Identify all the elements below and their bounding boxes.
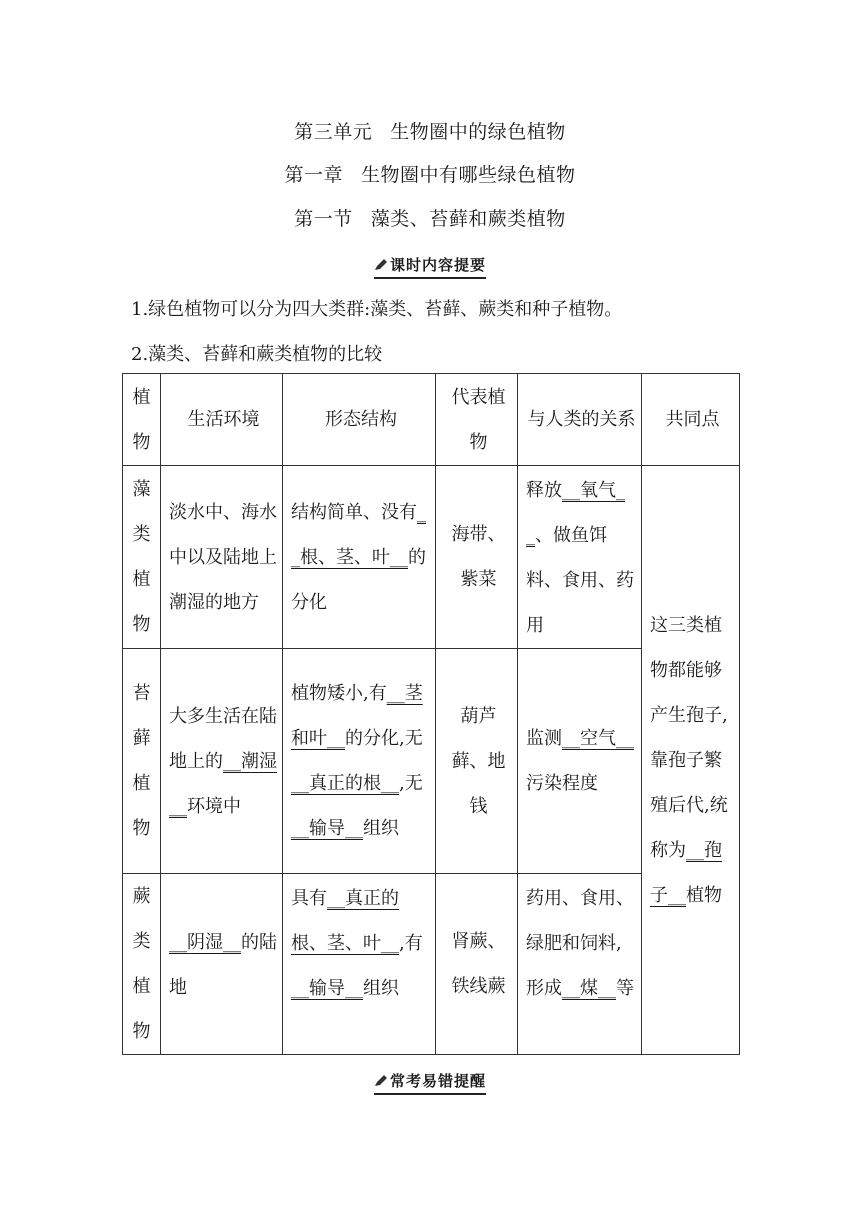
answer-blank: __空气__: [562, 728, 634, 749]
section-title: 藻类、苔藓和蕨类植物: [370, 208, 566, 230]
unit-number: 第三单元: [294, 121, 373, 143]
answer-blank: __输导__: [291, 978, 363, 999]
examples-cell: 肾蕨、铁线蕨: [436, 874, 518, 1055]
habitat-cell: 大多生活在陆地上的__潮湿__环境中: [161, 649, 283, 874]
answer-blank: __潮湿__: [169, 750, 277, 817]
plant-name: 苔藓植物: [123, 649, 161, 874]
table-row-algae: [123, 466, 740, 649]
answer-blank: __输导__: [291, 818, 363, 839]
badge-label: 课时内容提要: [389, 256, 486, 274]
examples-cell: 葫芦藓、地钱: [436, 649, 518, 874]
unit-title: 生物圈中的绿色植物: [390, 121, 566, 143]
answer-blank: __阴湿__: [169, 932, 241, 953]
point-1: 1.绿色植物可以分为四大类群:藻类、苔藓、蕨类和种子植物。: [131, 299, 623, 320]
pen-icon: [374, 1075, 388, 1087]
answer-blank: __真正的根、茎、叶__: [291, 888, 399, 954]
relation-cell: 药用、食用、绿肥和饲料,形成__煤__等: [518, 874, 642, 1055]
answer-blank: __根、茎、叶__: [291, 501, 426, 568]
table-header-row: [123, 374, 740, 466]
chapter-number: 第一章: [284, 164, 343, 186]
header-common: 共同点: [642, 374, 740, 466]
relation-cell: 监测__空气__污染程度: [518, 649, 642, 874]
answer-blank: __茎和叶__: [291, 683, 423, 749]
header-plant: 植物: [123, 374, 161, 466]
structure-cell: 结构简单、没有__根、茎、叶__的分化: [283, 466, 436, 649]
structure-cell: 植物矮小,有__茎和叶__的分化,无__真正的根__,无__输导__组织: [283, 649, 436, 874]
common-mistakes-badge: [0, 1070, 860, 1095]
header-relation: 与人类的关系: [518, 374, 642, 466]
chapter-title: 生物圈中有哪些绿色植物: [361, 164, 576, 186]
chapter-heading: [0, 160, 860, 187]
answer-blank: __氧气__: [526, 480, 625, 546]
structure-cell: 具有__真正的根、茎、叶__,有__输导__组织: [283, 874, 436, 1055]
common-cell: 这三类植物都能够产生孢子,靠孢子繁殖后代,统称为__孢子__植物: [642, 466, 740, 1055]
plant-name: 蕨类植物: [123, 874, 161, 1055]
habitat-cell: 淡水中、海水中以及陆地上潮湿的地方: [161, 466, 283, 649]
plant-name: 藻类植物: [123, 466, 161, 649]
answer-blank: __孢子__: [650, 839, 722, 906]
point-2: 2.藻类、苔藓和蕨类植物的比较: [131, 344, 383, 365]
header-examples: 代表植物: [436, 374, 518, 466]
section-heading: [0, 204, 860, 231]
relation-cell: 释放__氧气__、做鱼饵料、食用、药用: [518, 466, 642, 649]
examples-cell: 海带、紫菜: [436, 466, 518, 649]
pen-icon: [374, 259, 388, 271]
answer-blank: __真正的根__: [291, 773, 399, 794]
header-habitat: 生活环境: [161, 374, 283, 466]
lesson-summary-badge: [0, 254, 860, 279]
header-structure: 形态结构: [283, 374, 436, 466]
section-number: 第一节: [294, 208, 353, 230]
comparison-table: [122, 373, 740, 1055]
habitat-cell: __阴湿__的陆地: [161, 874, 283, 1055]
unit-heading: [0, 117, 860, 144]
answer-blank: __煤__: [562, 978, 616, 999]
badge-label: 常考易错提醒: [389, 1072, 486, 1090]
